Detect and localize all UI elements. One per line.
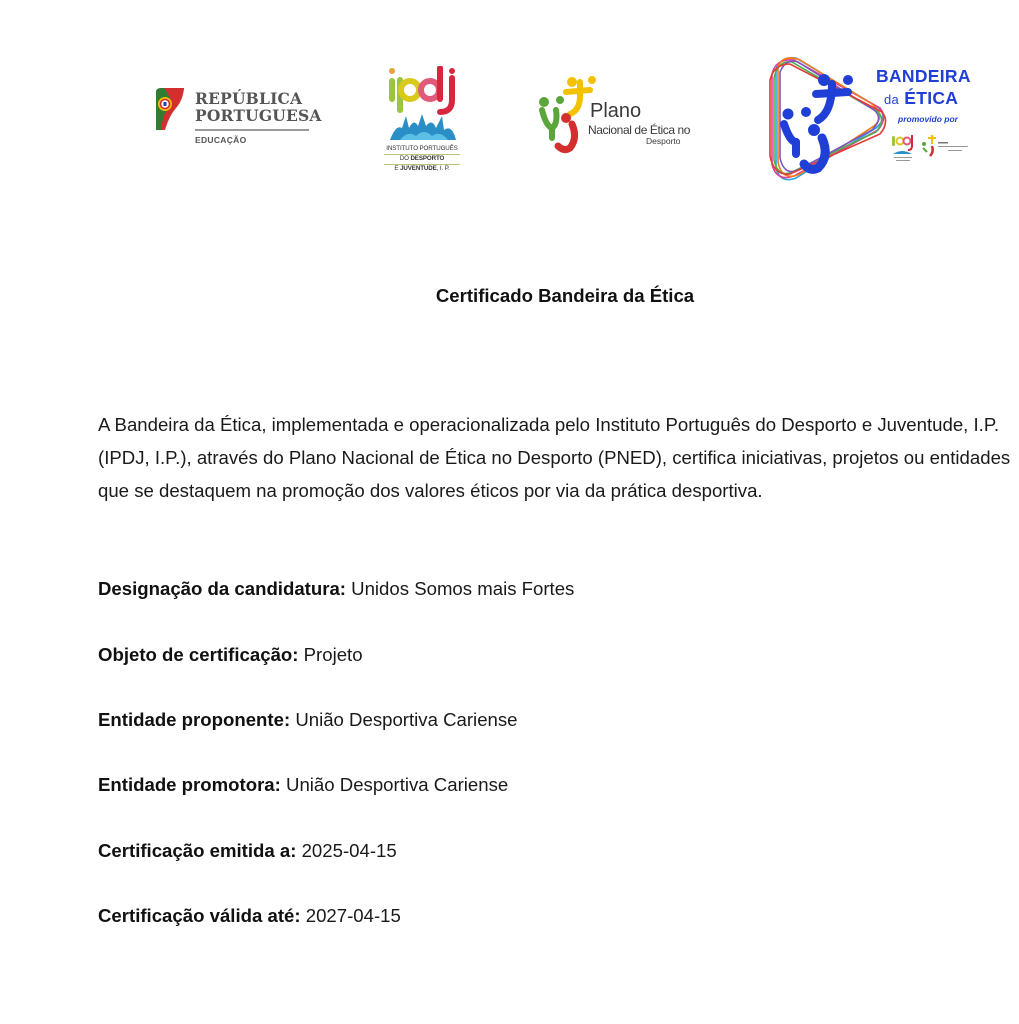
field-value: 2027-04-15 (305, 905, 401, 926)
ipdj-text-line2 (376, 155, 468, 162)
republica-portuguesa-logo (152, 86, 322, 156)
ipdj-mark-icon (382, 66, 462, 144)
ipdj-line3-bold: JUVENTUDE (400, 165, 437, 172)
rp-divider (195, 129, 309, 131)
ipdj-text-line1: INSTITUTO PORTUGUÊS (386, 145, 458, 152)
field-label: Entidade promotora: (98, 774, 281, 795)
field-value: União Desportiva Cariense (295, 709, 518, 730)
field-designacao (98, 578, 574, 600)
certificate-title: Certificado Bandeira da Ética (435, 285, 695, 306)
rp-line2: PORTUGUESA (195, 106, 322, 125)
pned-subtitle-2: Desporto (646, 136, 681, 146)
bandeira-title-line2 (884, 88, 958, 109)
ipdj-line2-bold: DESPORTO (410, 155, 445, 162)
republica-portuguesa-text (195, 90, 322, 124)
field-label: Certificação emitida a: (98, 840, 297, 861)
rp-subtitle: EDUCAÇÃO (195, 135, 247, 145)
ipdj-line2-prefix: DO (399, 155, 411, 162)
field-value: Projeto (303, 644, 363, 665)
bandeira-title-line1: BANDEIRA (876, 66, 971, 86)
field-objeto (98, 644, 363, 666)
portugal-flag-icon (152, 86, 186, 132)
field-entidade-promotora (98, 774, 508, 796)
field-label: Entidade proponente: (98, 709, 291, 730)
field-emitida (98, 840, 397, 862)
bandeira-etica-logo (766, 50, 982, 186)
certificate-intro-paragraph: A Bandeira da Ética, implementada e operacionalizada pelo Instituto Português do Desporto e Juventude, I.P. (IPDJ, I.P.), através do Plano Nacional de Ética no Desporto (PNED), certifica iniciativas, projetos ou entidades que se destaquem na promoção dos valores éticos por via da prática desportiva. (98, 414, 1011, 501)
pned-subtitle-1: Nacional de Ética no (588, 123, 691, 137)
ipdj-line3-prefix: E (394, 165, 401, 172)
bandeira-title-da: da (884, 92, 900, 107)
bandeira-title-etica: ÉTICA (904, 88, 959, 108)
field-label: Designação da candidatura: (98, 578, 346, 599)
field-label: Certificação válida até: (98, 905, 301, 926)
ipdj-line3-suffix: , I. P. (436, 165, 450, 172)
bandeira-promo-text: promovido por (898, 114, 958, 124)
pned-logo (536, 76, 716, 158)
ipdj-logo (376, 66, 468, 178)
field-value: Unidos Somos mais Fortes (351, 578, 575, 599)
ipdj-text-line3 (376, 165, 468, 172)
field-entidade-proponente (98, 709, 518, 731)
field-value: 2025-04-15 (301, 840, 397, 861)
rp-line1: REPÚBLICA (195, 89, 303, 108)
bandeira-etica-emblem-icon (766, 50, 890, 184)
field-label: Objeto de certificação: (98, 644, 299, 665)
mini-partner-logos-icon (890, 132, 980, 164)
pned-title: Plano (590, 100, 642, 122)
field-valida (98, 905, 401, 927)
field-value: União Desportiva Cariense (286, 774, 509, 795)
